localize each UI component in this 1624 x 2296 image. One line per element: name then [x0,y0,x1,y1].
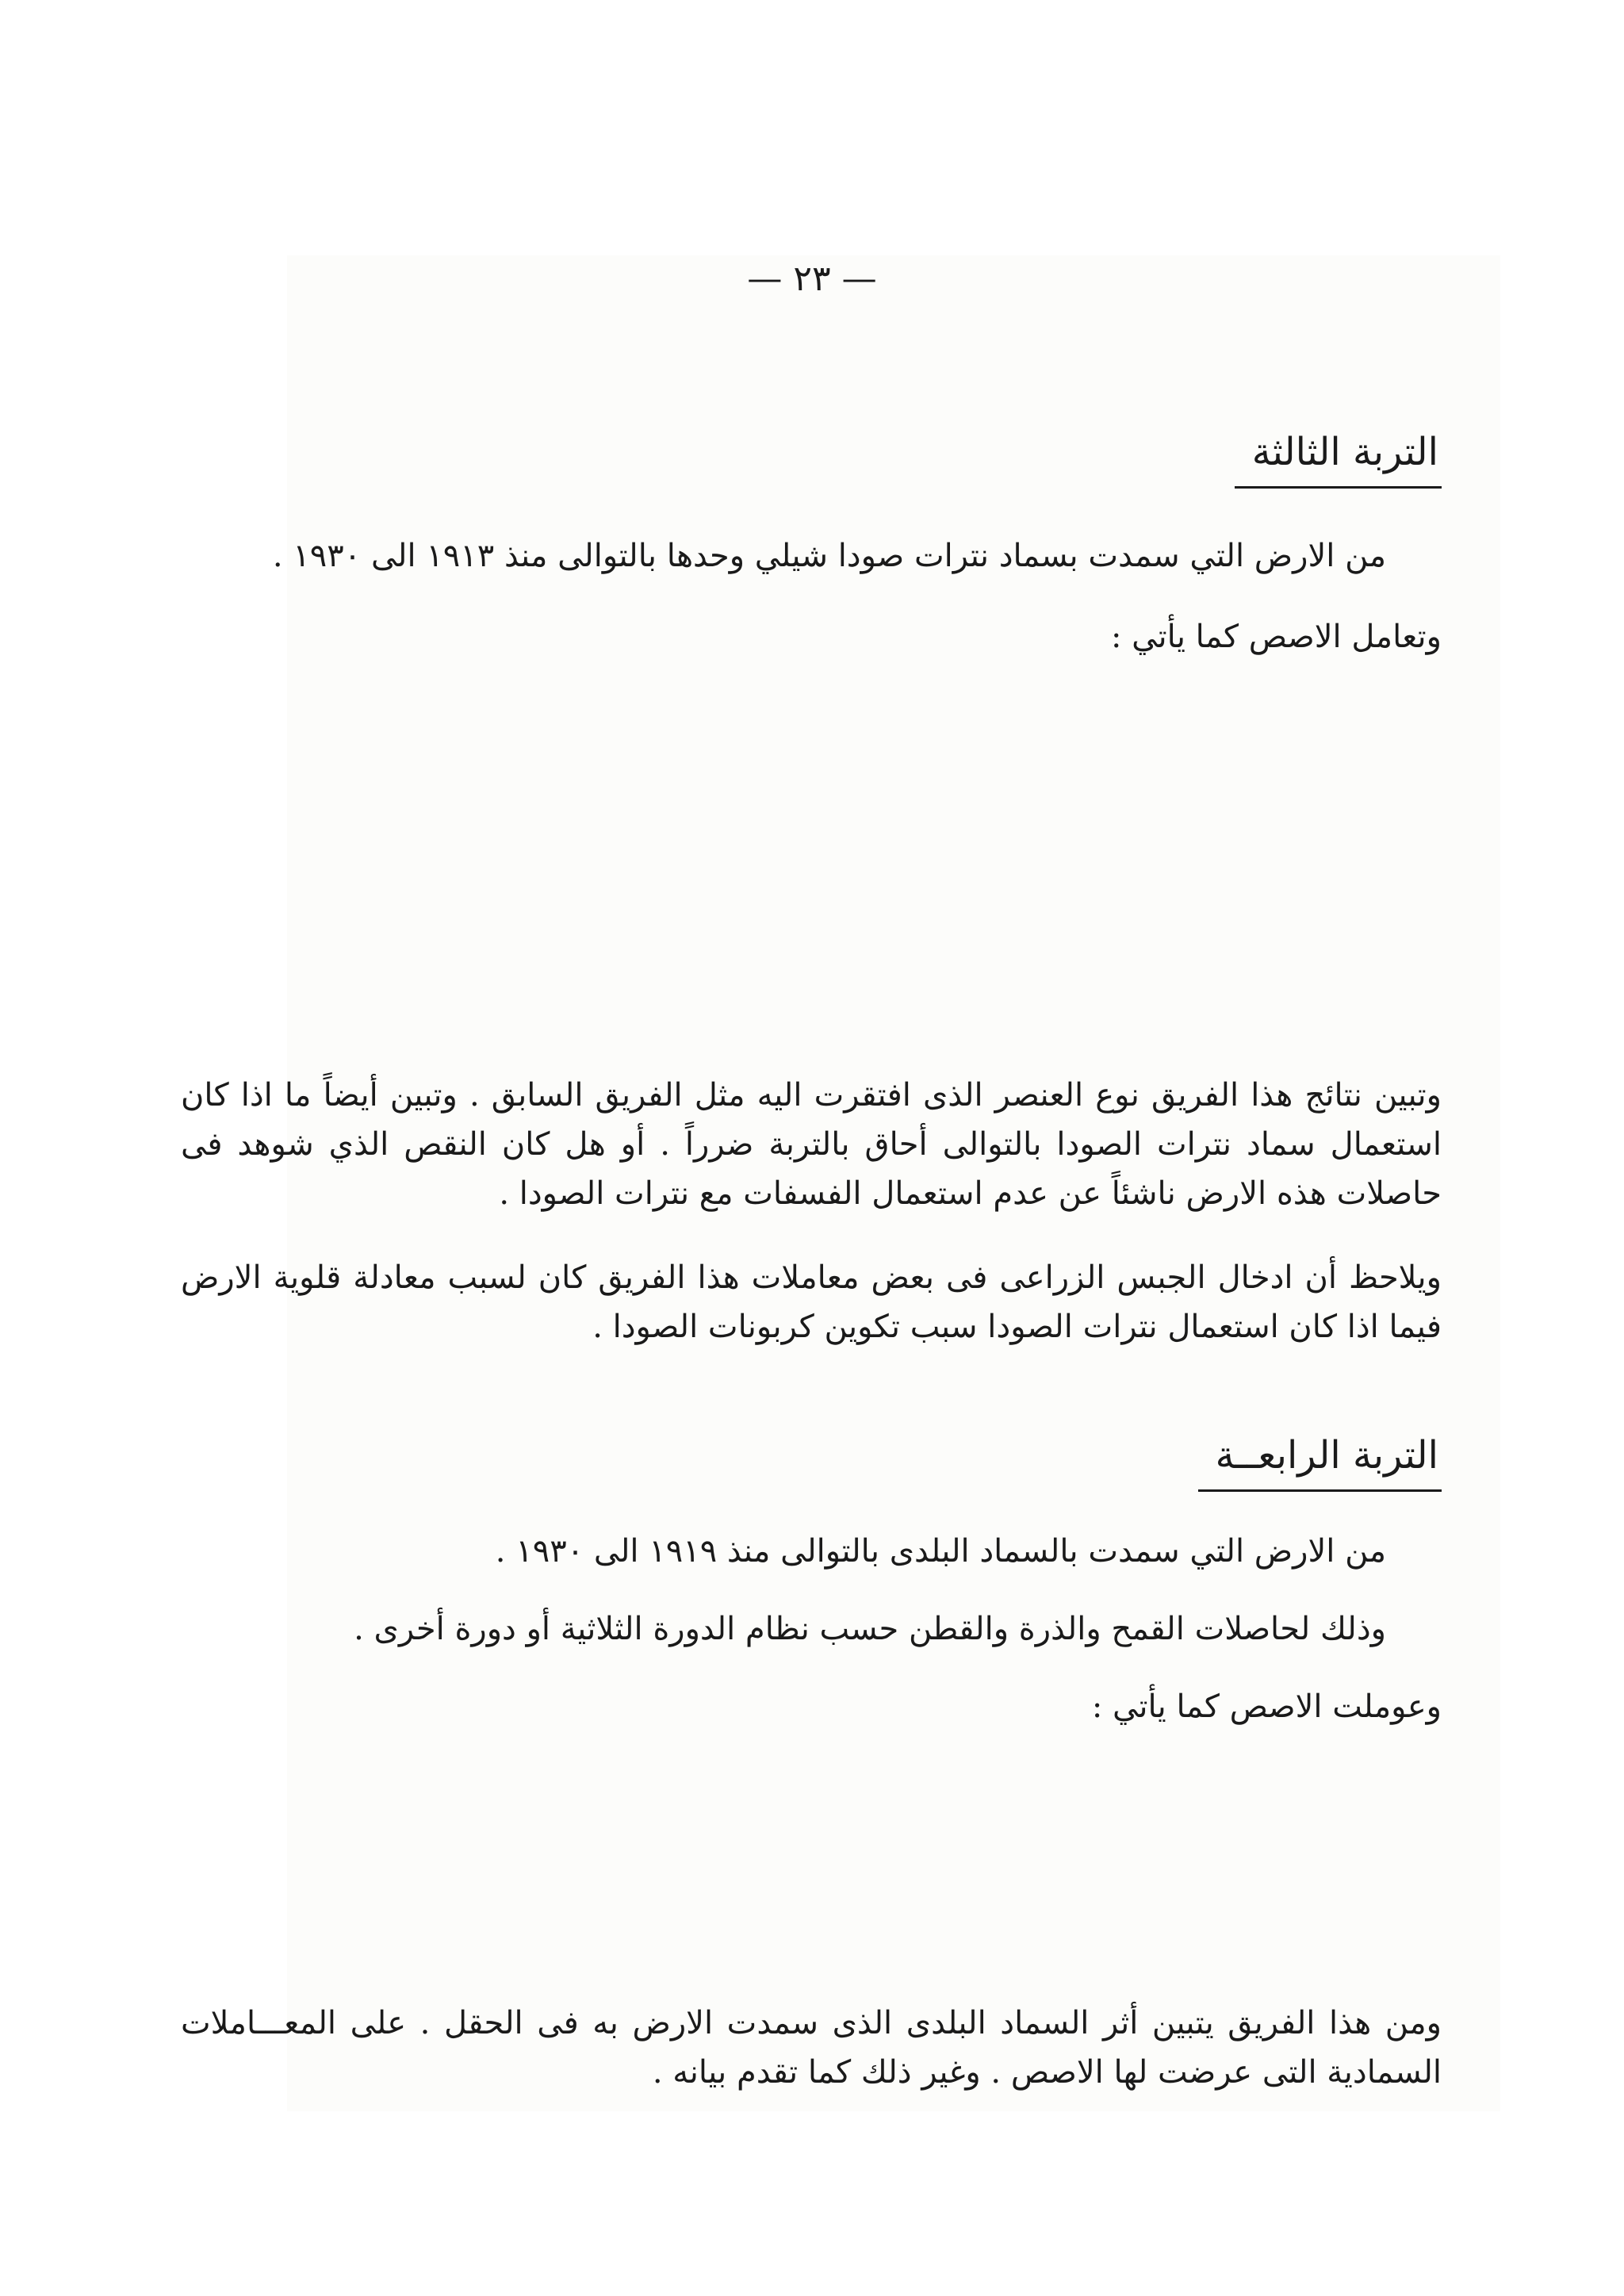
section3-intro-line2: وتعامل الاصص كما يأتي : [1110,619,1442,655]
section3-paragraph-2: ويلاحظ أن ادخال الجبس الزراعى فى بعض معاملات هذا الفريق كان لسبب معادلة قلوية الارض فيما اذا كان استعمال نترات الصودا سبب تكوين كربونات الصودا . [181,1259,1442,1345]
page-number: — ٢٣ — [747,259,877,299]
section4-line3: وعوملت الاصص كما يأتي : [1091,1688,1442,1725]
section4-line1: من الارض التي سمدت بالسماد البلدى بالتوالى منذ ١٩١٩ الى ١٩٣٠ . [495,1533,1386,1570]
section3-paragraph-1: وتبين نتائج هذا الفريق نوع العنصر الذى افتقرت اليه مثل الفريق السابق . وتبين أيضاً ما اذا كان استعمال سماد نترات الصودا بالتوالى أحاق بالتربة ضرراً . أو هل كان النقص الذي شوهد فى حاصلات هذه الارض ناشئاً عن عدم استعمال الفسفات مع نترات الصودا . [181,1077,1442,1212]
section4-paragraph: ومن هذا الفريق يتبين أثر السماد البلدى الذى سمدت الارض به فى الحقل . على المعـــاملات السمادية التى عرضت لها الاصص . وغير ذلك كما تقدم بيانه . [181,2005,1442,2091]
section-heading-fourth-soil: التربة الرابعــة [1198,1428,1442,1492]
section3-intro-line1: من الارض التي سمدت بسماد نترات صودا شيلي وحدها بالتوالى منذ ١٩١٣ الى ١٩٣٠ . [272,538,1386,574]
section4-line2: وذلك لحاصلات القمح والذرة والقطن حسب نظام الدورة الثلاثية أو دورة أخرى . [354,1611,1386,1647]
section-heading-third-soil: التربة الثالثة [1235,424,1442,489]
